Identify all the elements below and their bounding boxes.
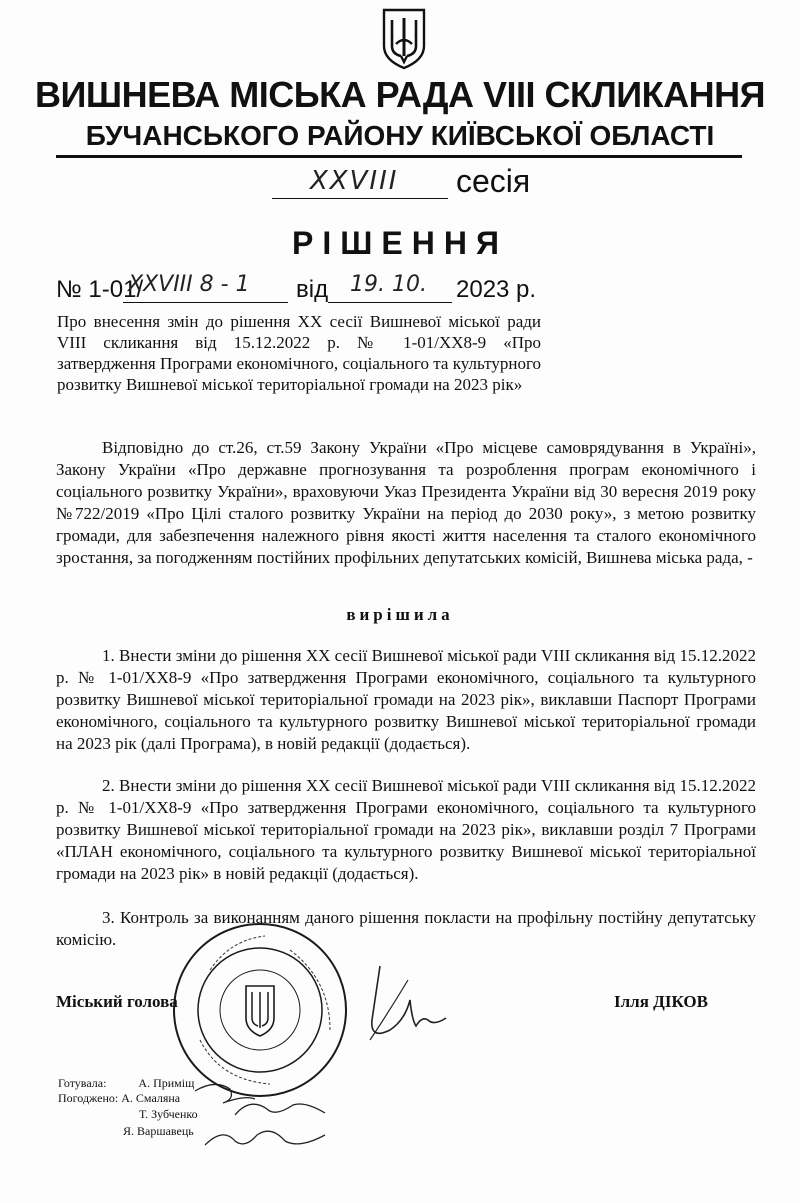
decision-number-value: XXVIII 8 - 1 xyxy=(128,272,250,297)
official-round-seal-icon xyxy=(170,920,350,1100)
council-name: ВИШНЕВА МІСЬКА РАДА VIII СКЛИКАННЯ xyxy=(35,74,765,115)
decision-subject: Про внесення змін до рішення XX сесії Вишневої міської ради VIII скликання від 15.12.2022 р. № 1-01/XX8-9 «Про затвердження Програми економічного, соціального та культурного розвитку Вишневої міської територіальної громади на 2023 рік» xyxy=(57,312,541,394)
decision-number-label: № 1-01/ xyxy=(56,276,144,303)
council-district: БУЧАНСЬКОГО РАЙОНУ КИЇВСЬКОЇ ОБЛАСТІ xyxy=(85,120,715,151)
trident-emblem-icon xyxy=(374,6,434,70)
decision-title: РІШЕННЯ xyxy=(292,225,508,261)
mayor-name: Ілля ДІКОВ xyxy=(614,992,708,1011)
prepared-by-row xyxy=(58,1076,194,1091)
approved-by-name-3: Я. Варшавець xyxy=(123,1124,194,1138)
approved-by-name-2: Т. Зубченко xyxy=(139,1107,198,1121)
mayor-signature-icon xyxy=(350,960,470,1050)
approved-by-label: Погоджено: xyxy=(58,1091,119,1105)
resolved-heading: вирішила xyxy=(346,605,454,624)
session-word: сесія xyxy=(456,163,531,199)
approval-signatures-icon xyxy=(175,1075,355,1165)
mayor-title: Міський голова xyxy=(56,992,178,1011)
session-number: XXVIII xyxy=(310,166,399,196)
decision-item-2: 2. Внести зміни до рішення XX сесії Вишневої міської ради VIII скликання від 15.12.2022 р. № 1-01/XX8-9 «Про затвердження Програми економічного, соціального та культурного розвитку Вишневої міської територіальної громади на 2023 рік», виклавши розділ 7 Програми «ПЛАН економічного, соціального та культурного розвитку Вишневої міської територіальної громади на 2023 рік» в новій редакції (додається). xyxy=(56,776,756,883)
header-divider xyxy=(56,155,742,158)
preamble-paragraph: Відповідно до ст.26, ст.59 Закону України «Про місцеве самоврядування в Україні», Закону України «Про державне прогнозування та розроблення програм економічного і соціального розвитку України», враховуючи Указ Президента України від 30 вересня 2019 року №722/2019 «Про Цілі сталого розвитку України на період до 2030 року», з метою розвитку громади, для забезпечення належного рівня якості життя населення та сталого економічного зростання, за погодженням постійних профільних депутатських комісій, Вишнева міська рада, - xyxy=(56,438,756,567)
approved-by-row xyxy=(58,1091,180,1106)
decision-date-value: 19. 10. xyxy=(350,272,427,297)
prepared-by-label: Готувала: xyxy=(58,1076,107,1090)
prepared-by-name: А. Приміщ xyxy=(138,1076,195,1090)
decision-date-label: від xyxy=(296,276,329,303)
decision-item-1: 1. Внести зміни до рішення XX сесії Вишневої міської ради VIII скликання від 15.12.2022 р. № 1-01/XX8-9 «Про затвердження Програми економічного, соціального та культурного розвитку Вишневої міської територіальної громади на 2023 рік», виклавши Паспорт Програми економічного, соціального та культурного розвитку Вишневої міської територіальної громади на 2023 рік (далі Програма), в новій редакції (додається). xyxy=(56,646,756,753)
approved-by-name-1: А. Смаляна xyxy=(121,1091,181,1105)
decision-item-3: 3. Контроль за виконанням даного рішення покласти на профільну постійну депутатську комісію. xyxy=(56,908,756,949)
decision-year: 2023 р. xyxy=(456,276,537,303)
